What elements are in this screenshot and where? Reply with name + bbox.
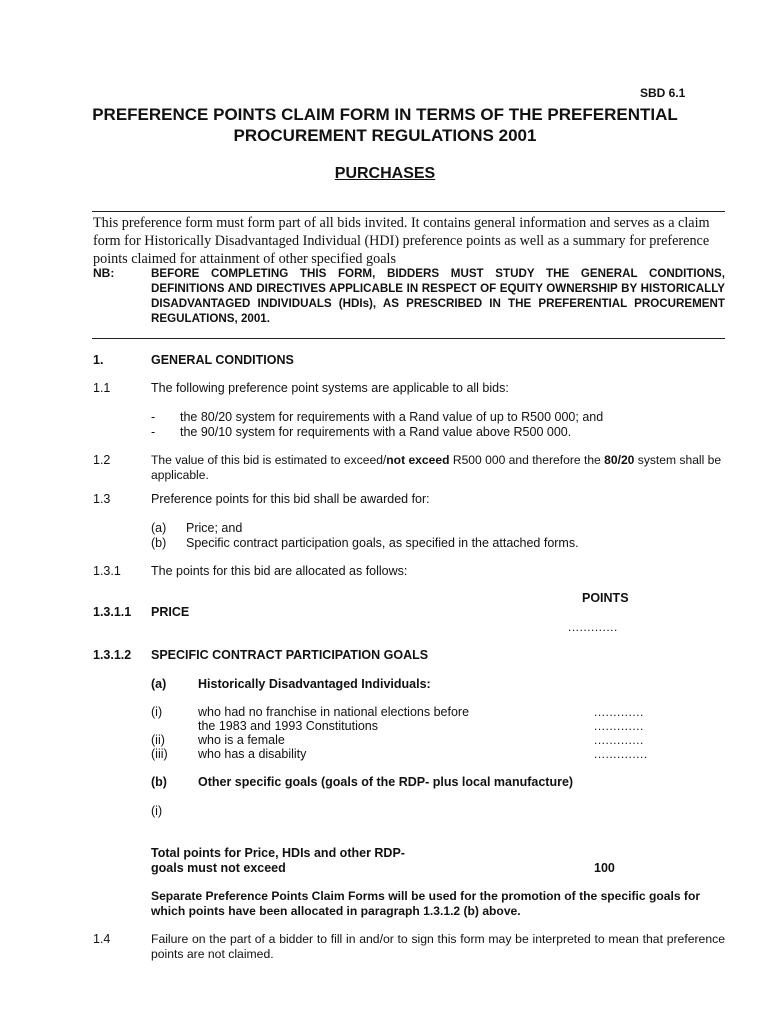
other-goals-i-label: (i) [151,804,163,818]
clause-1-1-text: The following preference point systems are applicable to all bids: [151,381,509,395]
intro-paragraph: This preference form must form part of all bids invited. It contains general information and serves as a claim form for Historically Disadvantaged Individual (HDI) preference points as well as a summary for preference points claimed for attainment of other specified goals [93,215,710,267]
not-exceed-emphasis: not exceed [386,453,450,467]
item-b-label: (b) [151,536,167,550]
price-label: PRICE [151,605,190,619]
hdi-i-label: (i) [151,705,163,719]
hdi-ii-text: who is a female [198,733,285,747]
document-code: SBD 6.1 [640,86,686,100]
other-goals-label: (b) [151,775,167,789]
price-points-field: ............. [568,620,618,634]
nb-divider [92,338,725,339]
top-divider [92,211,725,212]
bullet-item-1: the 80/20 system for requirements with a Rand value of up to R500 000; and [180,410,604,424]
section-1-number: 1. [93,353,104,367]
clause-1-2-text: The value of this bid is estimated to exceed/not exceed R500 000 and therefore the 80/20 system shall be applicable. [151,453,722,482]
nb-label: NB: [93,266,115,280]
clause-1-3-1-number: 1.3.1 [93,564,121,578]
clause-1-4-number: 1.4 [93,932,111,946]
hdi-label: (a) [151,677,167,691]
item-b-text: Specific contract participation goals, as specified in the attached forms. [186,536,579,550]
clause-1-3-text: Preference points for this bid shall be awarded for: [151,492,430,506]
item-a-label: (a) [151,521,167,535]
item-a-text: Price; and [186,521,243,535]
clause-1-3-number: 1.3 [93,492,111,506]
clause-1-3-1-2-number: 1.3.1.2 [93,648,132,662]
hdi-iii-text: who has a disability [198,747,307,761]
hdi-i-line-1: who had no franchise in national elections before [198,705,470,719]
system-emphasis: 80/20 [604,453,635,467]
hdi-ii-label: (ii) [151,733,165,747]
bullet-mark-2: - [151,425,156,439]
other-goals-title: Other specific goals (goals of the RDP- plus local manufacture) [198,775,574,789]
clause-1-4-text: Failure on the part of a bidder to fill in and/or to sign this form may be interpreted to mean that preference points are not claimed. [151,932,725,961]
specific-goals-label: SPECIFIC CONTRACT PARTICIPATION GOALS [151,648,429,662]
clause-1-1-number: 1.1 [93,381,111,395]
hdi-i-points-field-2: ............. [594,719,644,733]
bullet-item-2: the 90/10 system for requirements with a Rand value above R500 000. [180,425,572,439]
hdi-iii-label: (iii) [151,747,168,761]
clause-1-3-1-text: The points for this bid are allocated as follows: [151,564,408,578]
hdi-i-line-2: the 1983 and 1993 Constitutions [198,719,378,733]
nb-text: BEFORE COMPLETING THIS FORM, BIDDERS MUST STUDY THE GENERAL CONDITIONS, DEFINITIONS AND DIRECTIVES APPLICABLE IN RESPECT OF EQUITY OWNERSHIP BY HISTORICALLY DISADVANTAGED INDIVIDUALS (HDIs), AS PRESCRIBED IN THE PREFERENTIAL PROCUREMENT REGULATIONS, 2001. [151,267,725,325]
subtitle: PURCHASES [334,165,436,182]
points-header: POINTS [582,591,629,605]
title-line-1: PREFERENCE POINTS CLAIM FORM IN TERMS OF THE PREFERENTIAL [92,105,678,124]
section-1-title: GENERAL CONDITIONS [151,353,294,367]
total-line-2: goals must not exceed [151,861,286,875]
clause-1-3-1-1-number: 1.3.1.1 [93,605,132,619]
separate-forms-note: Separate Preference Points Claim Forms will be used for the promotion of the specific goals for which points have been allocated in paragraph 1.3.1.2 (b) above. [151,889,701,918]
hdi-title: Historically Disadvantaged Individuals: [198,677,431,691]
total-line-1: Total points for Price, HDIs and other RDP- [151,846,405,860]
bullet-mark-1: - [151,410,156,424]
hdi-ii-points-field: ............. [594,733,644,747]
title-line-2: PROCUREMENT REGULATIONS 2001 [233,126,537,145]
hdi-iii-points-field: .............. [594,747,648,761]
hdi-i-points-field: ............. [594,705,644,719]
clause-1-2-number: 1.2 [93,453,111,467]
total-value: 100 [594,861,615,875]
